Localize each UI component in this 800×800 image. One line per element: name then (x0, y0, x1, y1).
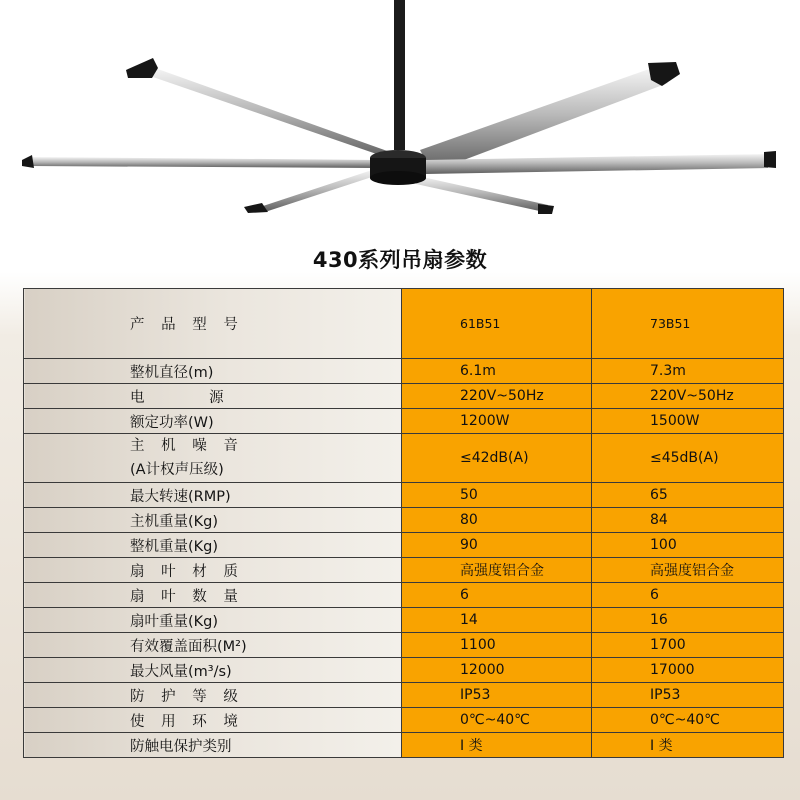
model-1-value: 90 (402, 533, 592, 558)
fan-blade (425, 154, 768, 174)
ceiling-fan-illustration (0, 0, 800, 235)
table-row (24, 658, 784, 683)
model-2-header: 73B51 (592, 289, 784, 359)
model-1-value: 1100 (402, 633, 592, 658)
row-label (24, 434, 402, 483)
row-label: 电 源 (24, 384, 402, 409)
table-row (24, 409, 784, 434)
row-label: 扇 叶 材 质 (24, 558, 402, 583)
model-1-value: 12000 (402, 658, 592, 683)
page-title: 430系列吊扇参数 (312, 248, 488, 272)
model-1-value: 6 (402, 583, 592, 608)
model-2-value: 84 (592, 508, 784, 533)
model-2-value: 1700 (592, 633, 784, 658)
table-row (24, 733, 784, 758)
row-label: 主机重量(Kg) (24, 508, 402, 533)
table-row (24, 608, 784, 633)
model-1-value: 6.1m (402, 359, 592, 384)
row-label: 最大转速(RMP) (24, 483, 402, 508)
fan-blade (150, 68, 394, 160)
fan-blade (30, 157, 378, 168)
model-1-value: 1200W (402, 409, 592, 434)
fan-blade (416, 176, 548, 212)
table-row (24, 384, 784, 409)
row-label: 最大风量(m³/s) (24, 658, 402, 683)
model-2-value: 17000 (592, 658, 784, 683)
model-2-value: 1500W (592, 409, 784, 434)
model-2-value: 220V~50Hz (592, 384, 784, 409)
row-label: 扇叶重量(Kg) (24, 608, 402, 633)
row-label: 防触电保护类别 (24, 733, 402, 758)
model-1-value: IP53 (402, 683, 592, 708)
model-1-value: 50 (402, 483, 592, 508)
model-1-value: 0℃~40℃ (402, 708, 592, 733)
model-2-value: 65 (592, 483, 784, 508)
fan-blade (260, 170, 378, 212)
model-2-value: 100 (592, 533, 784, 558)
model-2-value: 0℃~40℃ (592, 708, 784, 733)
spec-table (23, 288, 784, 758)
model-1-value: 80 (402, 508, 592, 533)
header-label: 产 品 型 号 (24, 289, 402, 359)
row-label: 整机重量(Kg) (24, 533, 402, 558)
row-label-line-2: (A计权声压级) (130, 462, 224, 478)
table-row (24, 708, 784, 733)
model-1-value: 14 (402, 608, 592, 633)
row-label-line-1: 主 机 噪 音 (130, 438, 244, 454)
row-label: 额定功率(W) (24, 409, 402, 434)
fan-blade (420, 68, 668, 172)
model-1-value: ≤42dB(A) (402, 434, 592, 483)
model-1-value: I 类 (402, 733, 592, 758)
product-image (0, 0, 800, 235)
model-2-value: 16 (592, 608, 784, 633)
model-2-value: ≤45dB(A) (592, 434, 784, 483)
row-label: 扇 叶 数 量 (24, 583, 402, 608)
table-row (24, 483, 784, 508)
model-1-header: 61B51 (402, 289, 592, 359)
model-1-value: 220V~50Hz (402, 384, 592, 409)
table-header-row (24, 289, 784, 359)
table-row (24, 533, 784, 558)
table-row (24, 508, 784, 533)
table-row (24, 558, 784, 583)
model-2-value: 7.3m (592, 359, 784, 384)
row-label: 防 护 等 级 (24, 683, 402, 708)
table-row (24, 583, 784, 608)
model-2-value: I 类 (592, 733, 784, 758)
row-label: 有效覆盖面积(M²) (24, 633, 402, 658)
table-row (24, 434, 784, 483)
table-row (24, 633, 784, 658)
model-1-value: 高强度铝合金 (402, 558, 592, 583)
row-label: 整机直径(m) (24, 359, 402, 384)
table-row (24, 683, 784, 708)
model-2-value: 高强度铝合金 (592, 558, 784, 583)
table-row (24, 359, 784, 384)
model-2-value: 6 (592, 583, 784, 608)
model-2-value: IP53 (592, 683, 784, 708)
row-label: 使 用 环 境 (24, 708, 402, 733)
